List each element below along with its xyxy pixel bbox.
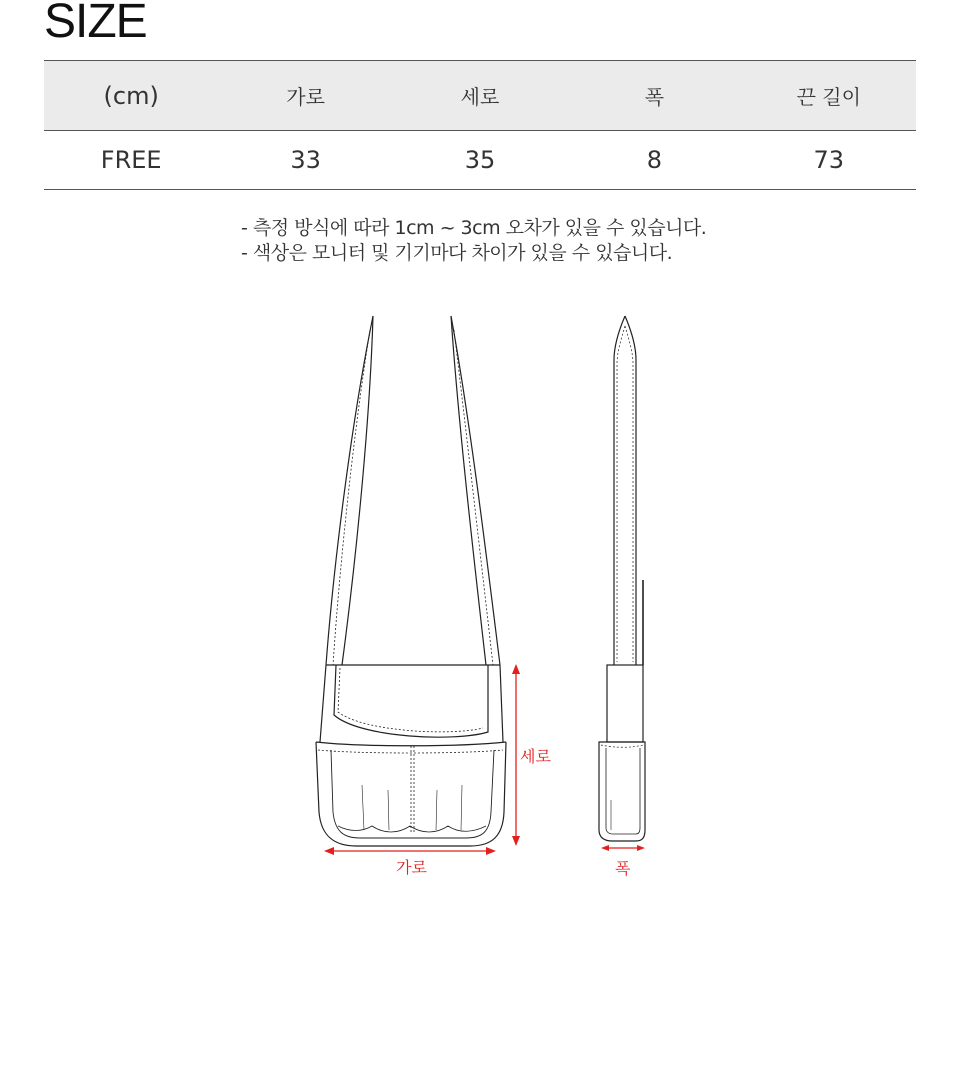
column-header-depth: 폭 (567, 61, 741, 131)
cell-depth: 8 (567, 131, 741, 190)
bag-drawing (0, 290, 960, 910)
cell-width: 33 (218, 131, 392, 190)
page-title: SIZE (44, 0, 147, 48)
height-dimension-label: 세로 (520, 747, 551, 766)
size-table (44, 60, 916, 190)
measurement-notes (241, 216, 706, 266)
width-dimension-label: 가로 (396, 858, 427, 877)
cell-strap-length: 73 (742, 131, 916, 190)
column-header-width: 가로 (218, 61, 392, 131)
table-header-row (44, 61, 916, 131)
cell-size: FREE (44, 131, 218, 190)
column-header-height: 세로 (393, 61, 567, 131)
bag-front-view (316, 316, 506, 846)
column-header-strap-length: 끈 길이 (742, 61, 916, 131)
table-row (44, 131, 916, 190)
cell-height: 35 (393, 131, 567, 190)
bag-side-view (599, 316, 645, 841)
depth-dimension-label: 폭 (615, 859, 631, 878)
note-measurement-error: - 측정 방식에 따라 1cm ~ 3cm 오차가 있을 수 있습니다. (241, 217, 707, 239)
bag-diagram (0, 290, 960, 910)
column-header-unit: (cm) (44, 61, 218, 131)
note-color-difference: - 색상은 모니터 및 기기마다 차이가 있을 수 있습니다. (241, 242, 673, 264)
